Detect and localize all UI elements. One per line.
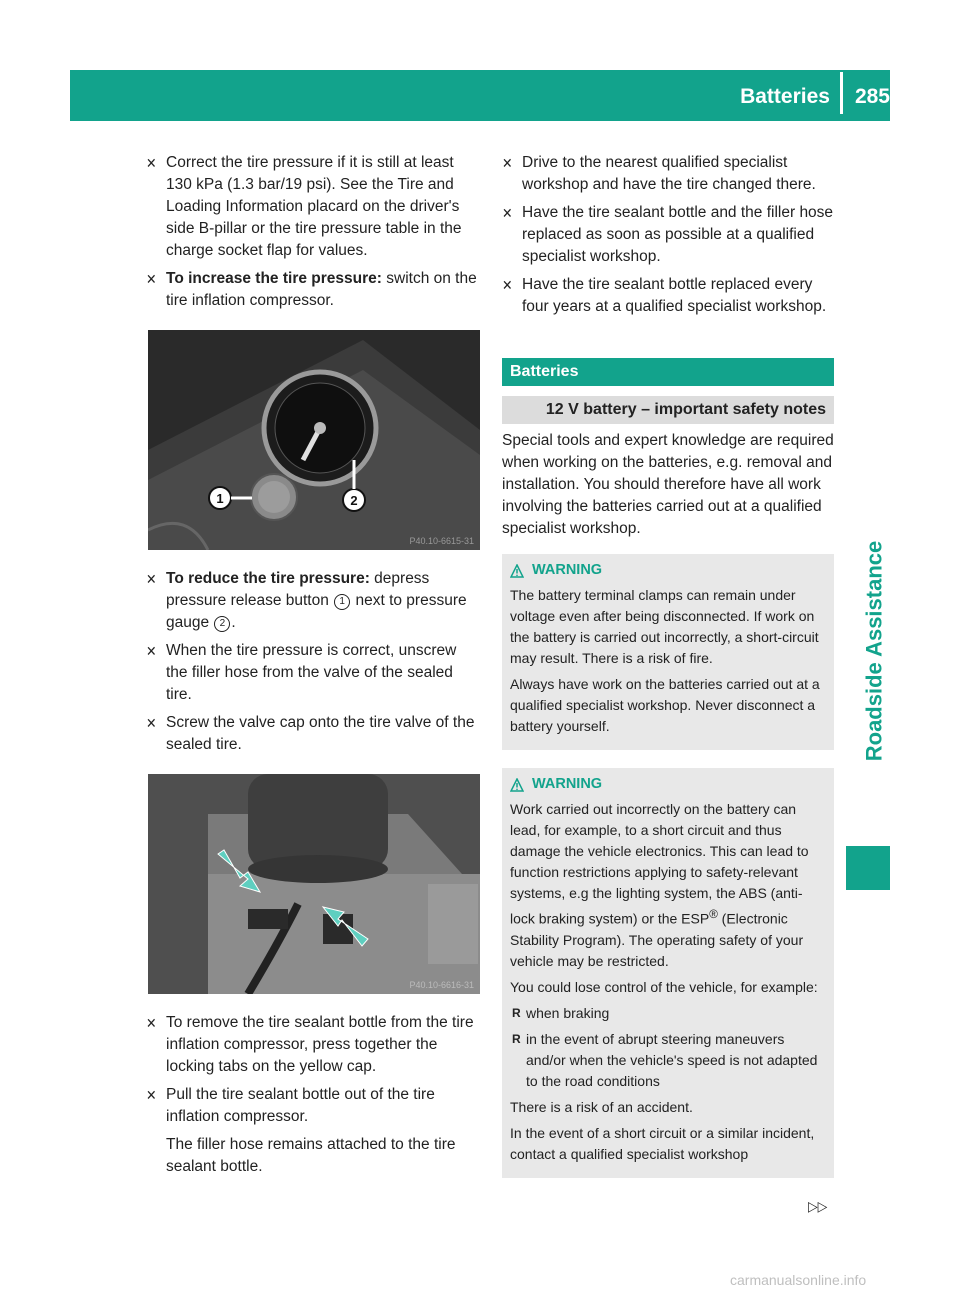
- warning-paragraph: The battery terminal clamps can remain under voltage even after being disconnected. If work on the battery is carried out incorrectly, a short-circuit may result. There is a risk of fire.: [510, 587, 819, 666]
- step-text: Drive to the nearest qualified specialist workshop and have the tire changed there.: [522, 154, 816, 193]
- bullet-marker-icon: R: [512, 1031, 521, 1046]
- side-tab-label: Roadside Assistance: [861, 540, 886, 762]
- left-column: [146, 152, 482, 1184]
- header-section-title: Batteries: [740, 85, 830, 108]
- callout-badge-2: 2: [214, 616, 230, 632]
- note-paragraph: The filler hose remains attached to the tire sealant bottle.: [166, 1136, 456, 1175]
- warning-label: WARNING: [532, 776, 603, 792]
- step-marker-icon: ✕: [146, 715, 157, 731]
- page-number: 285: [854, 85, 890, 108]
- step-bold-lead: To increase the tire pressure:: [166, 270, 382, 287]
- subsection-heading: 12 V battery – important safety notes: [502, 396, 834, 424]
- step-marker-icon: ✕: [146, 1087, 157, 1103]
- figure1-callout-1: 1: [216, 491, 224, 506]
- warning-paragraph: In the event of a short circuit or a similar incident, contact a qualified specialist workshop: [510, 1124, 815, 1162]
- step-text: depress pressure release button: [166, 570, 430, 609]
- step-text: Have the tire sealant bottle replaced every four years at a qualified specialist workshop.: [522, 276, 827, 315]
- registered-mark: ®: [709, 908, 718, 921]
- step-marker-icon: ✕: [502, 277, 513, 293]
- step-drive-to-workshop: [502, 152, 834, 196]
- warning-paragraph: [510, 799, 826, 972]
- figure1-callout-2: 2: [350, 493, 358, 508]
- step-replace-every-four-years: [502, 274, 834, 318]
- warning-title: [510, 560, 826, 581]
- compressor-gauge-illustration: [148, 330, 480, 550]
- bullet-item: [510, 1029, 826, 1092]
- warning-text: Work carried out incorrectly on the battery can lead, for example, to a short circuit and thus damage the vehicle electronics. This can lead to function restrictions applying to safety-relevant systems, e.g the lighting system, the ABS (anti-lock braking system) or the ESP: [510, 801, 809, 927]
- step-marker-icon: ✕: [146, 1015, 157, 1031]
- warning-paragraph: You could lose control of the vehicle, for example:: [510, 978, 818, 995]
- step-bold-lead: To reduce the tire pressure:: [166, 570, 370, 587]
- warning-text: (Electronic Stability Program). The operating safety of your vehicle may be restricted.: [510, 910, 804, 969]
- step-text: switch on the tire inflation compressor.: [166, 270, 477, 309]
- warning-triangle-icon: [510, 564, 524, 578]
- step-marker-icon: ✕: [146, 643, 157, 659]
- continue-arrow-icon: ▷▷: [808, 1198, 828, 1214]
- watermark: carmanualsonline.info: [730, 1272, 867, 1288]
- step-replace-bottle-hose: [502, 202, 834, 268]
- warning-box-1: [502, 554, 834, 750]
- step-marker-icon: ✕: [146, 155, 157, 171]
- warning-box-2: [502, 768, 834, 1178]
- figure-compressor-gauge: [148, 330, 480, 550]
- bullet-text: when braking: [526, 1004, 610, 1021]
- step-marker-icon: ✕: [146, 271, 157, 287]
- bullet-item: [510, 1003, 826, 1024]
- step-marker-icon: ✕: [502, 155, 513, 171]
- intro-paragraph: Special tools and expert knowledge are required when working on the batteries, e.g. removal and installation. You should therefore have all work involving the batteries carried out at a qualified specialist workshop.: [502, 432, 834, 537]
- warning-paragraph: Always have work on the batteries carried out at a qualified specialist workshop. Never disconnect a battery yourself.: [510, 676, 820, 734]
- step-pull-bottle: [146, 1084, 482, 1128]
- step-text: Correct the tire pressure if it is still at least 130 kPa (1.3 bar/19 psi). See the Tire and Loading Information placard on the driver's side B-pillar or the tire pressure table in the charge socket flap for values.: [166, 154, 462, 259]
- step-text: Screw the valve cap onto the tire valve of the sealed tire.: [166, 714, 475, 753]
- step-marker-icon: ✕: [146, 571, 157, 587]
- step-correct-pressure: [146, 152, 482, 262]
- step-text: next to pressure gauge: [166, 592, 467, 631]
- bullet-marker-icon: R: [512, 1005, 521, 1020]
- callout-badge-1: 1: [334, 594, 350, 610]
- figure1-code: P40.10-6615-31: [409, 536, 474, 546]
- figure2-code: P40.10-6616-31: [409, 980, 474, 990]
- warning-label: WARNING: [532, 562, 603, 578]
- step-unscrew-hose: [146, 640, 482, 706]
- step-marker-icon: ✕: [502, 205, 513, 221]
- step-screw-valve-cap: [146, 712, 482, 756]
- section-heading: Batteries: [502, 358, 834, 386]
- step-reduce-pressure: [146, 568, 482, 634]
- right-column: [502, 152, 834, 1196]
- side-tab-block: [846, 846, 890, 890]
- step-text: When the tire pressure is correct, unscrew the filler hose from the valve of the sealed tire.: [166, 642, 457, 703]
- warning-paragraph: There is a risk of an accident.: [510, 1098, 693, 1115]
- warning-triangle-icon: [510, 778, 524, 792]
- step-remove-bottle: [146, 1012, 482, 1078]
- sealant-bottle-illustration: [148, 774, 480, 994]
- side-tab: [844, 466, 904, 836]
- step-text: Have the tire sealant bottle and the filler hose replaced as soon as possible at a qualified specialist workshop.: [522, 204, 834, 265]
- step-text: To remove the tire sealant bottle from the tire inflation compressor, press together the locking tabs on the yellow cap.: [166, 1014, 474, 1075]
- figure-sealant-bottle: [148, 774, 480, 994]
- step-increase-pressure: [146, 268, 482, 312]
- step-text: .: [231, 614, 236, 631]
- warning-title: [510, 774, 826, 795]
- header-separator: [840, 72, 843, 114]
- header-title: [740, 82, 890, 112]
- step-text: Pull the tire sealant bottle out of the tire inflation compressor.: [166, 1086, 435, 1125]
- bullet-text: in the event of abrupt steering maneuvers and/or when the vehicle's speed is not adapted to the road conditions: [526, 1030, 818, 1089]
